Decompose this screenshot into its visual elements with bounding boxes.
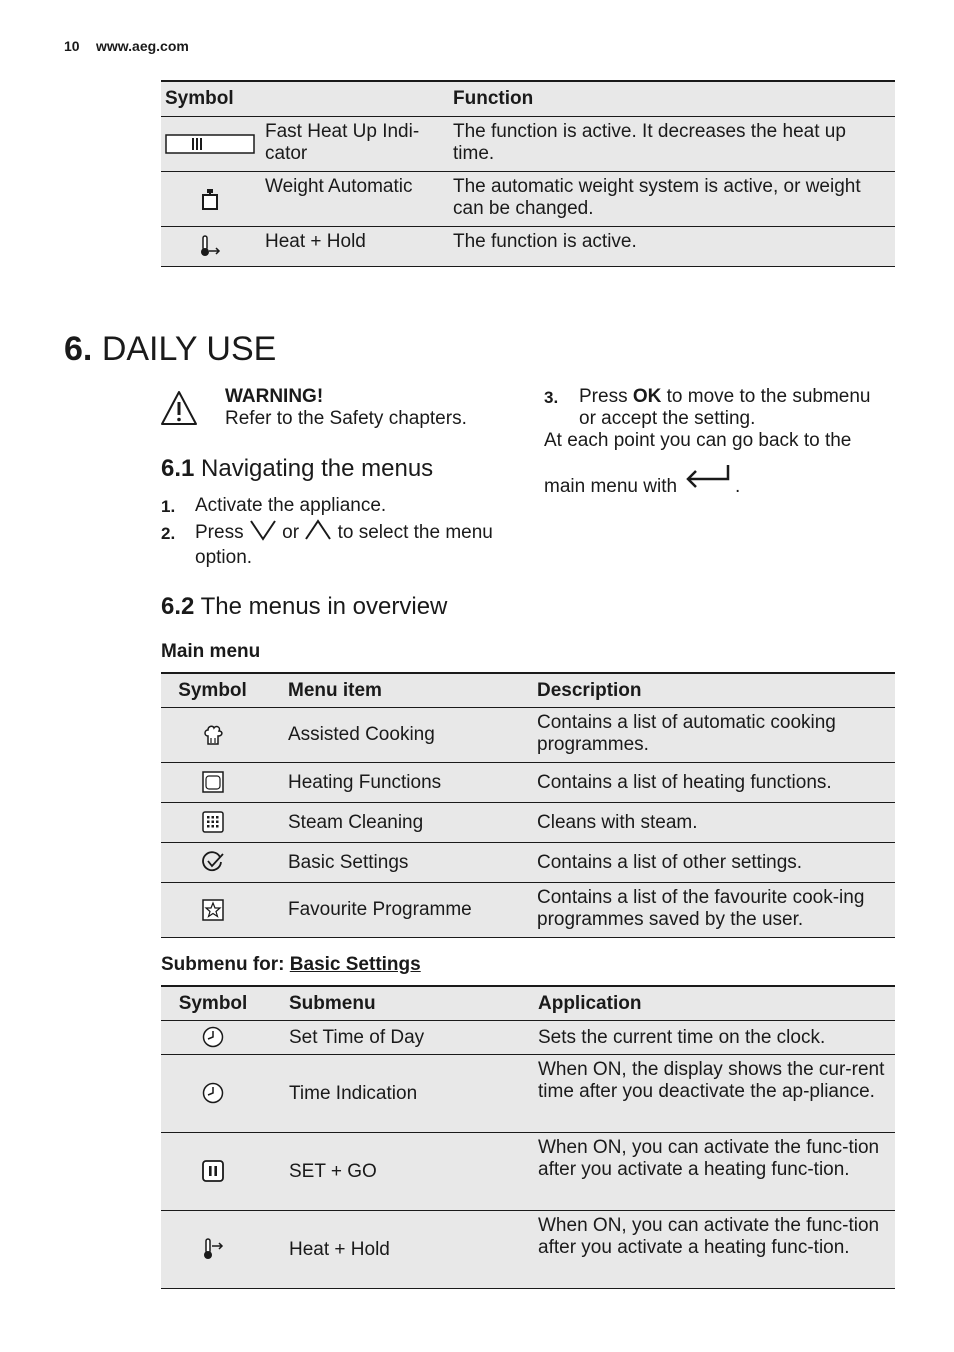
- table-row: [161, 708, 895, 763]
- symbol-cell: [161, 227, 259, 267]
- oven-icon: [202, 771, 224, 793]
- submenu-item-name: Heat + Hold: [283, 1211, 532, 1289]
- table-row: [161, 227, 895, 267]
- step-text-after: to move to the submenu: [666, 386, 871, 407]
- table-row: [161, 117, 895, 172]
- column-header-description: Description: [531, 673, 895, 708]
- chapter-number: 6.: [64, 330, 93, 368]
- pause-box-icon: [202, 1160, 224, 1182]
- symbol-cell: [161, 708, 282, 763]
- step-text-before: Press: [579, 386, 628, 407]
- section-number: 6.1: [161, 455, 195, 482]
- symbol-cell: [161, 172, 259, 227]
- chapter-name: DAILY USE: [101, 330, 277, 368]
- symbol-name: Weight Automatic: [259, 172, 447, 227]
- submenu-item-name: SET + GO: [283, 1133, 532, 1211]
- function-text: The automatic weight system is active, or weight can be changed.: [447, 172, 895, 227]
- step-text-line2: or accept the setting.: [579, 408, 756, 429]
- menu-item-description: Contains a list of heating functions.: [531, 763, 895, 803]
- weight-automatic-icon: [201, 188, 219, 210]
- table-row: [161, 1211, 895, 1289]
- submenu-item-application: When ON, you can activate the func-tion after you activate a heating func-tion.: [532, 1133, 895, 1211]
- function-text: The function is active.: [447, 227, 895, 267]
- menu-item-description: Contains a list of automatic cooking programmes.: [531, 708, 895, 763]
- symbol-cell: [161, 763, 282, 803]
- chapter-title: [64, 328, 276, 370]
- check-circle-icon: [201, 851, 225, 873]
- table-row: [161, 1055, 895, 1133]
- table-row: [161, 1133, 895, 1211]
- menu-item-description: Contains a list of other settings.: [531, 843, 895, 883]
- menu-item-name: Favourite Programme: [282, 883, 531, 938]
- website-url: www.aeg.com: [96, 38, 189, 54]
- symbol-cell: [161, 1133, 283, 1211]
- submenu-item-name: Set Time of Day: [283, 1021, 532, 1055]
- menu-item-name: Assisted Cooking: [282, 708, 531, 763]
- back-note-end: .: [735, 476, 741, 497]
- warning-title: WARNING!: [225, 386, 324, 407]
- step-text: [195, 522, 493, 544]
- step-text-after: to select the menu: [337, 522, 493, 543]
- basic-settings-link[interactable]: Basic Settings: [289, 954, 421, 975]
- back-note-line2: [544, 476, 677, 498]
- menu-item-name: Steam Cleaning: [282, 803, 531, 843]
- table-header-row: [161, 986, 895, 1021]
- column-header-symbol: Symbol: [161, 81, 447, 117]
- submenu-table: [161, 985, 895, 1289]
- symbol-cell: [161, 803, 282, 843]
- symbol-cell: [161, 1021, 283, 1055]
- step-number: 2.: [161, 524, 176, 543]
- function-text: The function is active. It decreases the heat up time.: [447, 117, 895, 172]
- table-header-row: [161, 673, 895, 708]
- symbol-name: Heat + Hold: [259, 227, 447, 267]
- down-chevron-icon: [249, 518, 277, 542]
- section-name: Navigating the menus: [201, 455, 434, 482]
- submenu-item-application: Sets the current time on the clock.: [532, 1021, 895, 1055]
- step-text: Activate the appliance.: [195, 495, 387, 516]
- step-number: 3.: [544, 388, 559, 407]
- column-header-menu-item: Menu item: [282, 673, 531, 708]
- menu-item-name: Basic Settings: [282, 843, 531, 883]
- chef-hat-icon: [202, 724, 224, 746]
- ok-key-label: OK: [632, 386, 662, 407]
- back-note-text: main menu with: [544, 476, 678, 497]
- table-row: [161, 803, 895, 843]
- symbol-cell: [161, 117, 259, 172]
- submenu-label-text: Submenu for:: [161, 954, 285, 975]
- table-row: [161, 172, 895, 227]
- submenu-item-name: Time Indication: [283, 1055, 532, 1133]
- heat-hold-icon: [202, 1238, 224, 1260]
- table-header-row: [161, 81, 895, 117]
- table-row: [161, 843, 895, 883]
- page-number: 10: [64, 38, 80, 54]
- menu-item-name: Heating Functions: [282, 763, 531, 803]
- menu-item-description: Contains a list of the favourite cook-ing programmes saved by the user.: [531, 883, 895, 938]
- column-header-application: Application: [532, 986, 895, 1021]
- table-row: [161, 1021, 895, 1055]
- warning-icon: [160, 390, 198, 426]
- section-6-2-title: [161, 593, 447, 621]
- column-header-symbol: Symbol: [161, 986, 283, 1021]
- main-menu-table: [161, 672, 895, 938]
- submenu-label: [161, 954, 421, 976]
- symbol-name: Fast Heat Up Indi- cator: [259, 117, 447, 172]
- column-header-submenu: Submenu: [283, 986, 532, 1021]
- step-text-line2: option.: [195, 547, 253, 568]
- submenu-item-application: When ON, you can activate the func-tion after you activate a heating func-tion.: [532, 1211, 895, 1289]
- symbol-cell: [161, 883, 282, 938]
- clock-icon: [202, 1082, 224, 1104]
- warning-text: Refer to the Safety chapters.: [225, 408, 467, 429]
- symbol-cell: [161, 1055, 283, 1133]
- submenu-item-application: When ON, the display shows the cur-rent time after you deactivate the ap-pliance.: [532, 1055, 895, 1133]
- symbol-cell: [161, 843, 282, 883]
- fast-heat-up-bar-icon: [165, 133, 255, 155]
- step-text-mid: or: [282, 522, 300, 543]
- column-header-symbol: Symbol: [161, 673, 282, 708]
- step-text: [579, 386, 870, 408]
- menu-item-description: Cleans with steam.: [531, 803, 895, 843]
- main-menu-label: Main menu: [161, 641, 261, 662]
- table-row: [161, 883, 895, 938]
- table-row: [161, 763, 895, 803]
- back-note-line1: At each point you can go back to the: [544, 430, 852, 451]
- section-name: The menus in overview: [200, 593, 448, 620]
- symbols-table: [161, 80, 895, 267]
- section-6-1-title: [161, 455, 433, 483]
- step-text-before: Press: [195, 522, 244, 543]
- clock-icon: [202, 1026, 224, 1048]
- back-arrow-icon: [684, 463, 732, 491]
- up-chevron-icon: [304, 518, 332, 542]
- section-number: 6.2: [161, 593, 195, 620]
- steam-grid-icon: [202, 811, 224, 833]
- heat-hold-icon: [199, 235, 221, 257]
- star-box-icon: [202, 899, 224, 921]
- column-header-function: Function: [447, 81, 895, 117]
- symbol-cell: [161, 1211, 283, 1289]
- step-number: 1.: [161, 497, 176, 516]
